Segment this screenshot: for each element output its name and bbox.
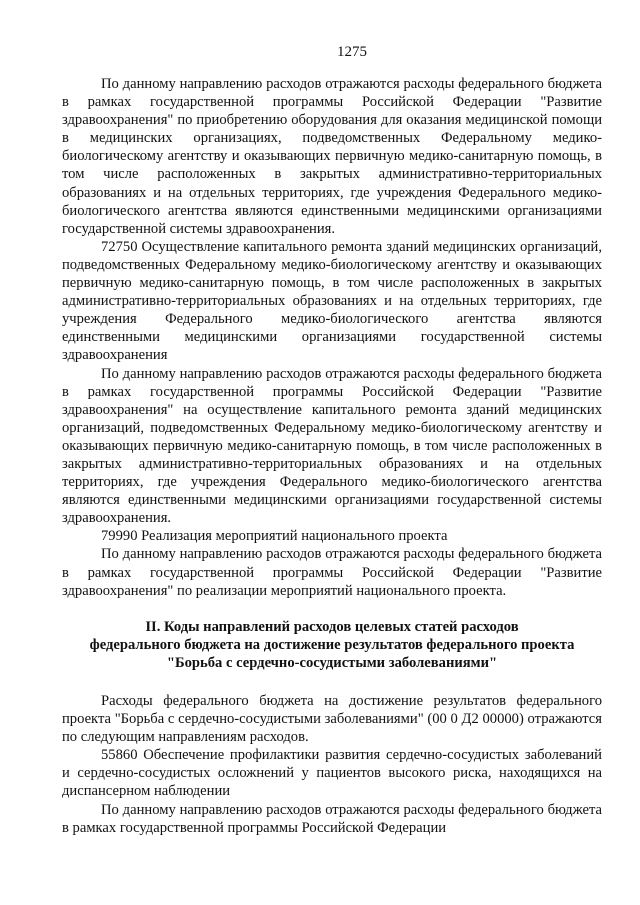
paragraph-repair-expenses: По данному направлению расходов отражаются расходы федерального бюджета в рамках государственной программы Российской Федерации "Развитие здравоохранения" на осуществление капитального ремонта зданий медицинских организаций, подведомственных Федеральному медико-биологическому агентству и оказывающих первичную медико-санитарную помощь, в том числе расположенных в закрытых административно-территориальных образованиях и на отдельных территориях, где учреждения Федерального медико-биологического агентства являются единственными медицинскими организациями государственной системы здравоохранения.	[62, 365, 602, 527]
paragraph-equipment-expenses: По данному направлению расходов отражаются расходы федерального бюджета в рамках государственной программы Российской Федерации "Развитие здравоохранения" по приобретению оборудования для оказания медицинской помощи в медицинских организациях, подведомственных Федеральному медико-биологическому агентству и оказывающих первичную медико-санитарную помощь, в том числе расположенных в закрытых административно-территориальных образованиях и на отдельных территориях, где учреждения Федерального медико-биологического агентства являются единственными медицинскими организациями государственной системы здравоохранения.	[62, 76, 602, 237]
paragraph-code-79990: 79990 Реализация мероприятий национального проекта	[101, 528, 448, 545]
section-heading-line-3: "Борьба с сердечно-сосудистыми заболеваниями"	[166, 654, 498, 671]
paragraph-national-project-expenses: По данному направлению расходов отражаются расходы федерального бюджета в рамках государственной программы Российской Федерации "Развитие здравоохранения" по реализации мероприятий национального проекта.	[62, 546, 602, 599]
paragraph-code-72750: 72750 Осуществление капитального ремонта зданий медицинских организаций, подведомственных Федеральному медико-биологическому агентству и оказывающих первичную медико-санитарную помощь, в том числе расположенных в закрытых административно-территориальных образованиях и на отдельных территориях, где учреждения Федерального медико-биологического агентства являются единственными медицинскими организациями государственной системы здравоохранения	[62, 238, 602, 364]
paragraph-project-intro: Расходы федерального бюджета на достижение результатов федерального проекта "Борьба с сердечно-сосудистыми заболеваниями" (00 0 Д2 00000) отражаются по следующим направлениям расходов.	[62, 693, 602, 746]
paragraph-code-55860: 55860 Обеспечение профилактики развития сердечно-сосудистых заболеваний и сердечно-сосудистых осложнений у пациентов высокого риска, находящихся на диспансерном наблюдении	[62, 747, 602, 800]
section-heading-line-2: федерального бюджета на достижение результатов федерального проекта	[89, 636, 575, 653]
paragraph-cardio-expenses: По данному направлению расходов отражаются расходы федерального бюджета в рамках государственной программы Российской Федерации	[62, 801, 602, 836]
section-heading	[62, 618, 602, 672]
section-heading-line-1: II. Коды направлений расходов целевых статей расходов	[145, 618, 519, 635]
page-number: 1275	[337, 44, 367, 60]
